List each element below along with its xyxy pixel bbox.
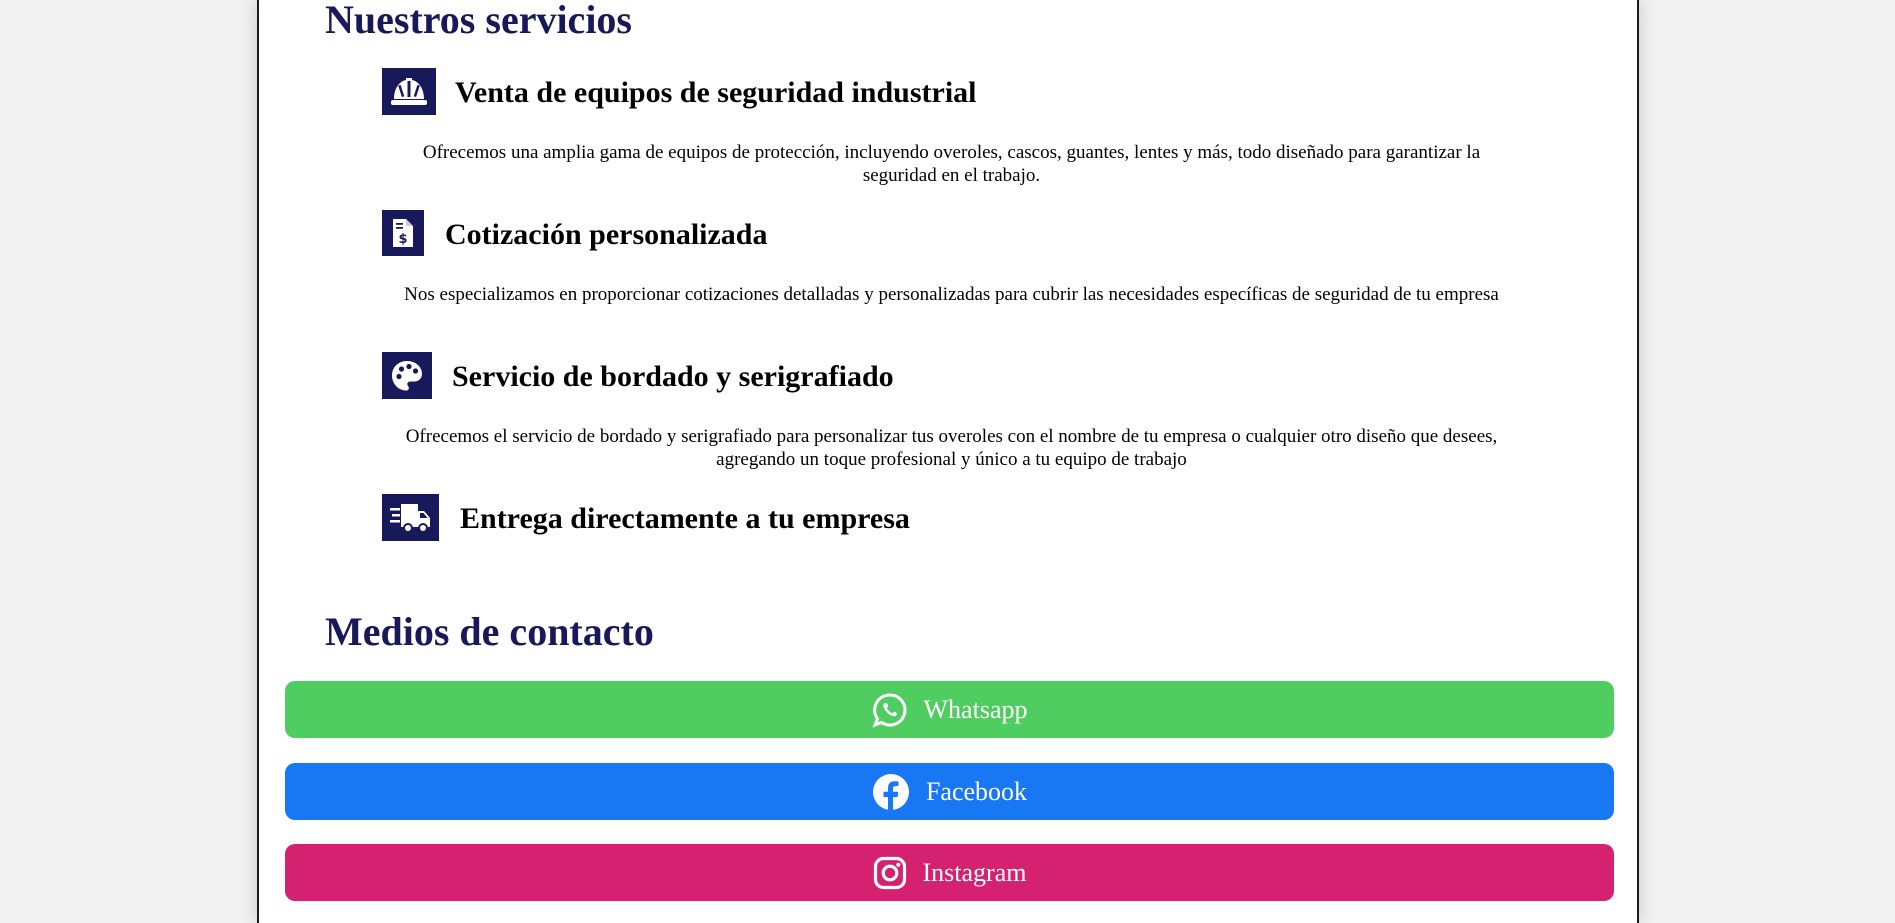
hard-hat-icon [382, 68, 436, 115]
instagram-icon [873, 856, 907, 890]
facebook-button[interactable] [285, 763, 1614, 820]
invoice-dollar-icon [382, 210, 424, 256]
whatsapp-button[interactable] [285, 681, 1614, 738]
contact-heading: Medios de contacto [325, 609, 654, 654]
palette-icon [382, 352, 432, 399]
service-description-embroidery: Ofrecemos el servicio de bordado y serigrafiado para personalizar tus overoles con el nombre de tu empresa o cualquier otro diseño que desees, agregando un toque profesional y único a tu equipo de trabajo [405, 426, 1498, 470]
facebook-icon [872, 773, 910, 811]
service-description-custom-quote: Nos especializamos en proporcionar cotizaciones detalladas y personalizadas para cubrir las necesidades específicas de seguridad de tu empresa [404, 284, 1499, 305]
service-title-safety-equipment: Venta de equipos de seguridad industrial [455, 76, 977, 109]
svg-text:$: $ [398, 232, 408, 247]
whatsapp-icon [872, 692, 908, 728]
delivery-truck-icon [382, 494, 439, 541]
whatsapp-button-label: Whatsapp [923, 694, 1028, 724]
service-title-custom-quote: Cotización personalizada [445, 218, 768, 251]
instagram-button[interactable] [285, 844, 1614, 901]
services-heading: Nuestros servicios [325, 0, 632, 42]
service-title-embroidery: Servicio de bordado y serigrafiado [452, 360, 894, 393]
facebook-button-label: Facebook [925, 776, 1028, 806]
main-content-panel [257, 0, 1639, 923]
instagram-button-label: Instagram [922, 857, 1027, 887]
service-description-safety-equipment: Ofrecemos una amplia gama de equipos de protección, incluyendo overoles, cascos, guantes, lentes y más, todo diseñado para garantizar la seguridad en el trabajo. [422, 142, 1481, 186]
service-title-delivery: Entrega directamente a tu empresa [460, 502, 910, 535]
